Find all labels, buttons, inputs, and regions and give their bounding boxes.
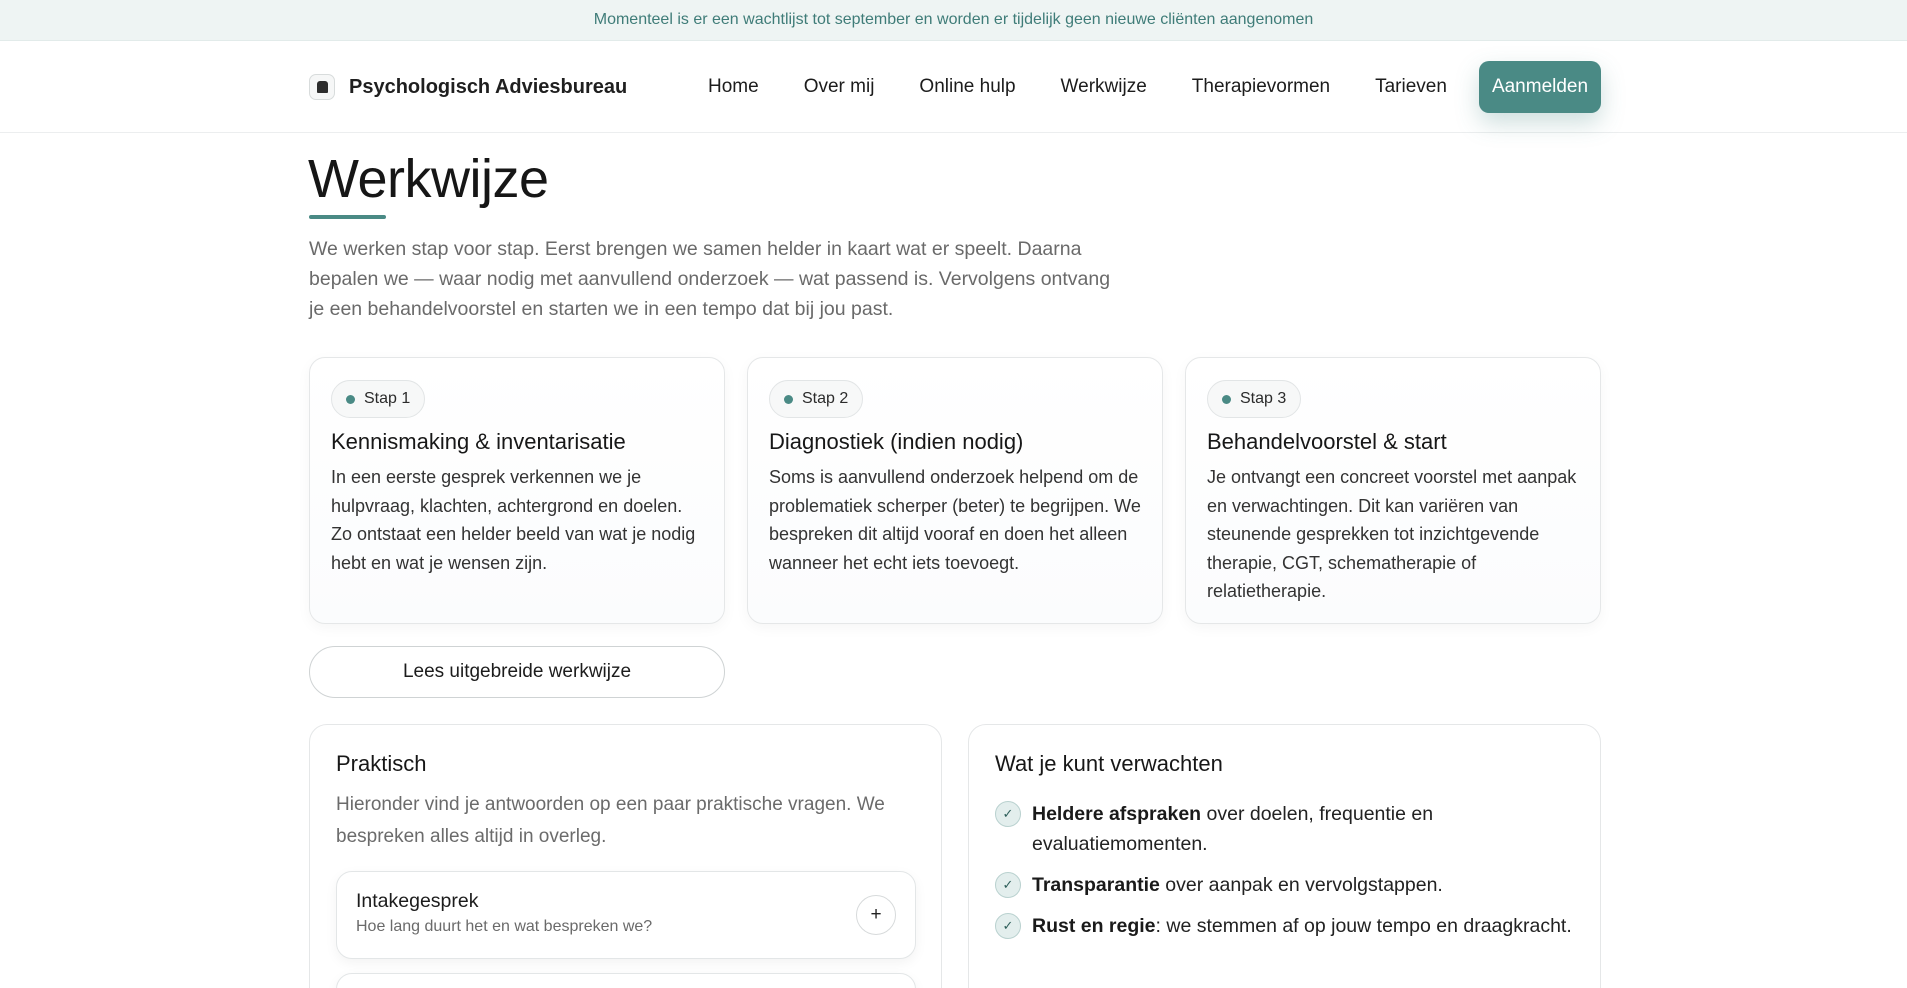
intro-text: We werken stap voor stap. Eerst brengen we samen helder in kaart wat er speelt. Daarna bepalen we — waar nodig met aanvullend onderzoek — wat passend is. Vervolgens ontvang je een behandelvoorstel en starten we in een tempo dat bij jou past. [309, 238, 1111, 320]
aanmelden-button[interactable]: Aanmelden [1479, 61, 1601, 113]
faq-subtitle: Hoe lang duurt het en wat bespreken we? [356, 918, 653, 935]
lees-werkwijze-button[interactable]: Lees uitgebreide werkwijze [309, 646, 725, 698]
step-badge-label: Stap 1 [364, 390, 411, 407]
practical-title: Praktisch [336, 751, 427, 776]
step-title: Diagnostiek (indien nodig) [769, 429, 1024, 454]
faq-title: Intakegesprek [356, 890, 479, 912]
main-nav [686, 61, 1469, 113]
list-item [995, 911, 1574, 941]
page-title: Werkwijze [308, 149, 549, 209]
practical-subtitle: Hieronder vind je antwoorden op een paar praktische vragen. We bespreken alles altijd in overleg. [336, 794, 885, 847]
nav-tarieven[interactable]: Tarieven [1375, 76, 1447, 97]
announcement-text: Momenteel is er een wachtlijst tot september en worden er tijdelijk geen nieuwe cliënten aangenomen [593, 11, 1314, 28]
expect-title: Wat je kunt verwachten [995, 751, 1223, 776]
nav-therapievormen[interactable]: Therapievormen [1191, 76, 1331, 97]
nav-over-mij[interactable]: Over mij [803, 76, 875, 97]
announcement-bar [0, 0, 1907, 41]
list-item [995, 799, 1574, 859]
check-icon: ✓ [995, 801, 1021, 827]
practical-panel [309, 724, 942, 988]
brand[interactable] [309, 71, 627, 103]
step-card-2 [747, 357, 1163, 624]
brand-logo-icon [309, 74, 335, 100]
expect-item-text: over doelen, frequentie en evaluatiemomenten. [1032, 803, 1434, 855]
dot-icon [346, 395, 355, 404]
step-badge-label: Stap 3 [1240, 390, 1287, 407]
title-underline [309, 215, 386, 219]
plus-icon[interactable]: + [856, 895, 896, 935]
expect-panel [968, 724, 1601, 988]
expect-item-text: over aanpak en vervolgstappen. [1159, 874, 1443, 896]
nav-werkwijze[interactable]: Werkwijze [1060, 76, 1147, 97]
brand-name: Psychologisch Adviesbureau [349, 75, 628, 98]
dot-icon [1222, 395, 1231, 404]
site-header [0, 41, 1907, 133]
expect-list [995, 799, 1574, 941]
step-title: Kennismaking & inventarisatie [331, 429, 626, 454]
expect-item-bold: Heldere afspraken [1032, 803, 1202, 825]
step-text: Je ontvangt een concreet voorstel met aanpak en verwachtingen. Dit kan variëren van steunende gesprekken tot inzichtgevende therapie, CGT, schematherapie of relatietherapie. [1207, 467, 1577, 601]
step-badge [1207, 380, 1301, 418]
expect-item-text: : we stemmen af op jouw tempo en draagkracht. [1155, 915, 1572, 937]
faq-item-next[interactable] [336, 973, 916, 988]
expect-item-bold: Rust en regie [1032, 915, 1156, 937]
nav-online-hulp[interactable]: Online hulp [919, 76, 1016, 97]
step-badge [769, 380, 863, 418]
step-card-1 [309, 357, 725, 624]
nav-home[interactable]: Home [708, 76, 759, 97]
check-icon: ✓ [995, 872, 1021, 898]
dot-icon [784, 395, 793, 404]
step-text: Soms is aanvullend onderzoek helpend om de problematiek scherper (beter) te begrijpen. We bespreken dit altijd vooraf en doen het alleen wanneer het echt iets toevoegt. [769, 467, 1141, 573]
step-title: Behandelvoorstel & start [1207, 429, 1447, 454]
faq-item-intakegesprek[interactable] [336, 871, 916, 959]
check-icon: ✓ [995, 913, 1021, 939]
step-badge [331, 380, 425, 418]
step-card-3 [1185, 357, 1601, 624]
list-item [995, 870, 1574, 900]
step-text: In een eerste gesprek verkennen we je hulpvraag, klachten, achtergrond en doelen. Zo ontstaat een helder beeld van wat je nodig hebt en wat je wensen zijn. [331, 467, 696, 573]
step-badge-label: Stap 2 [802, 390, 849, 407]
expect-item-bold: Transparantie [1032, 874, 1160, 896]
